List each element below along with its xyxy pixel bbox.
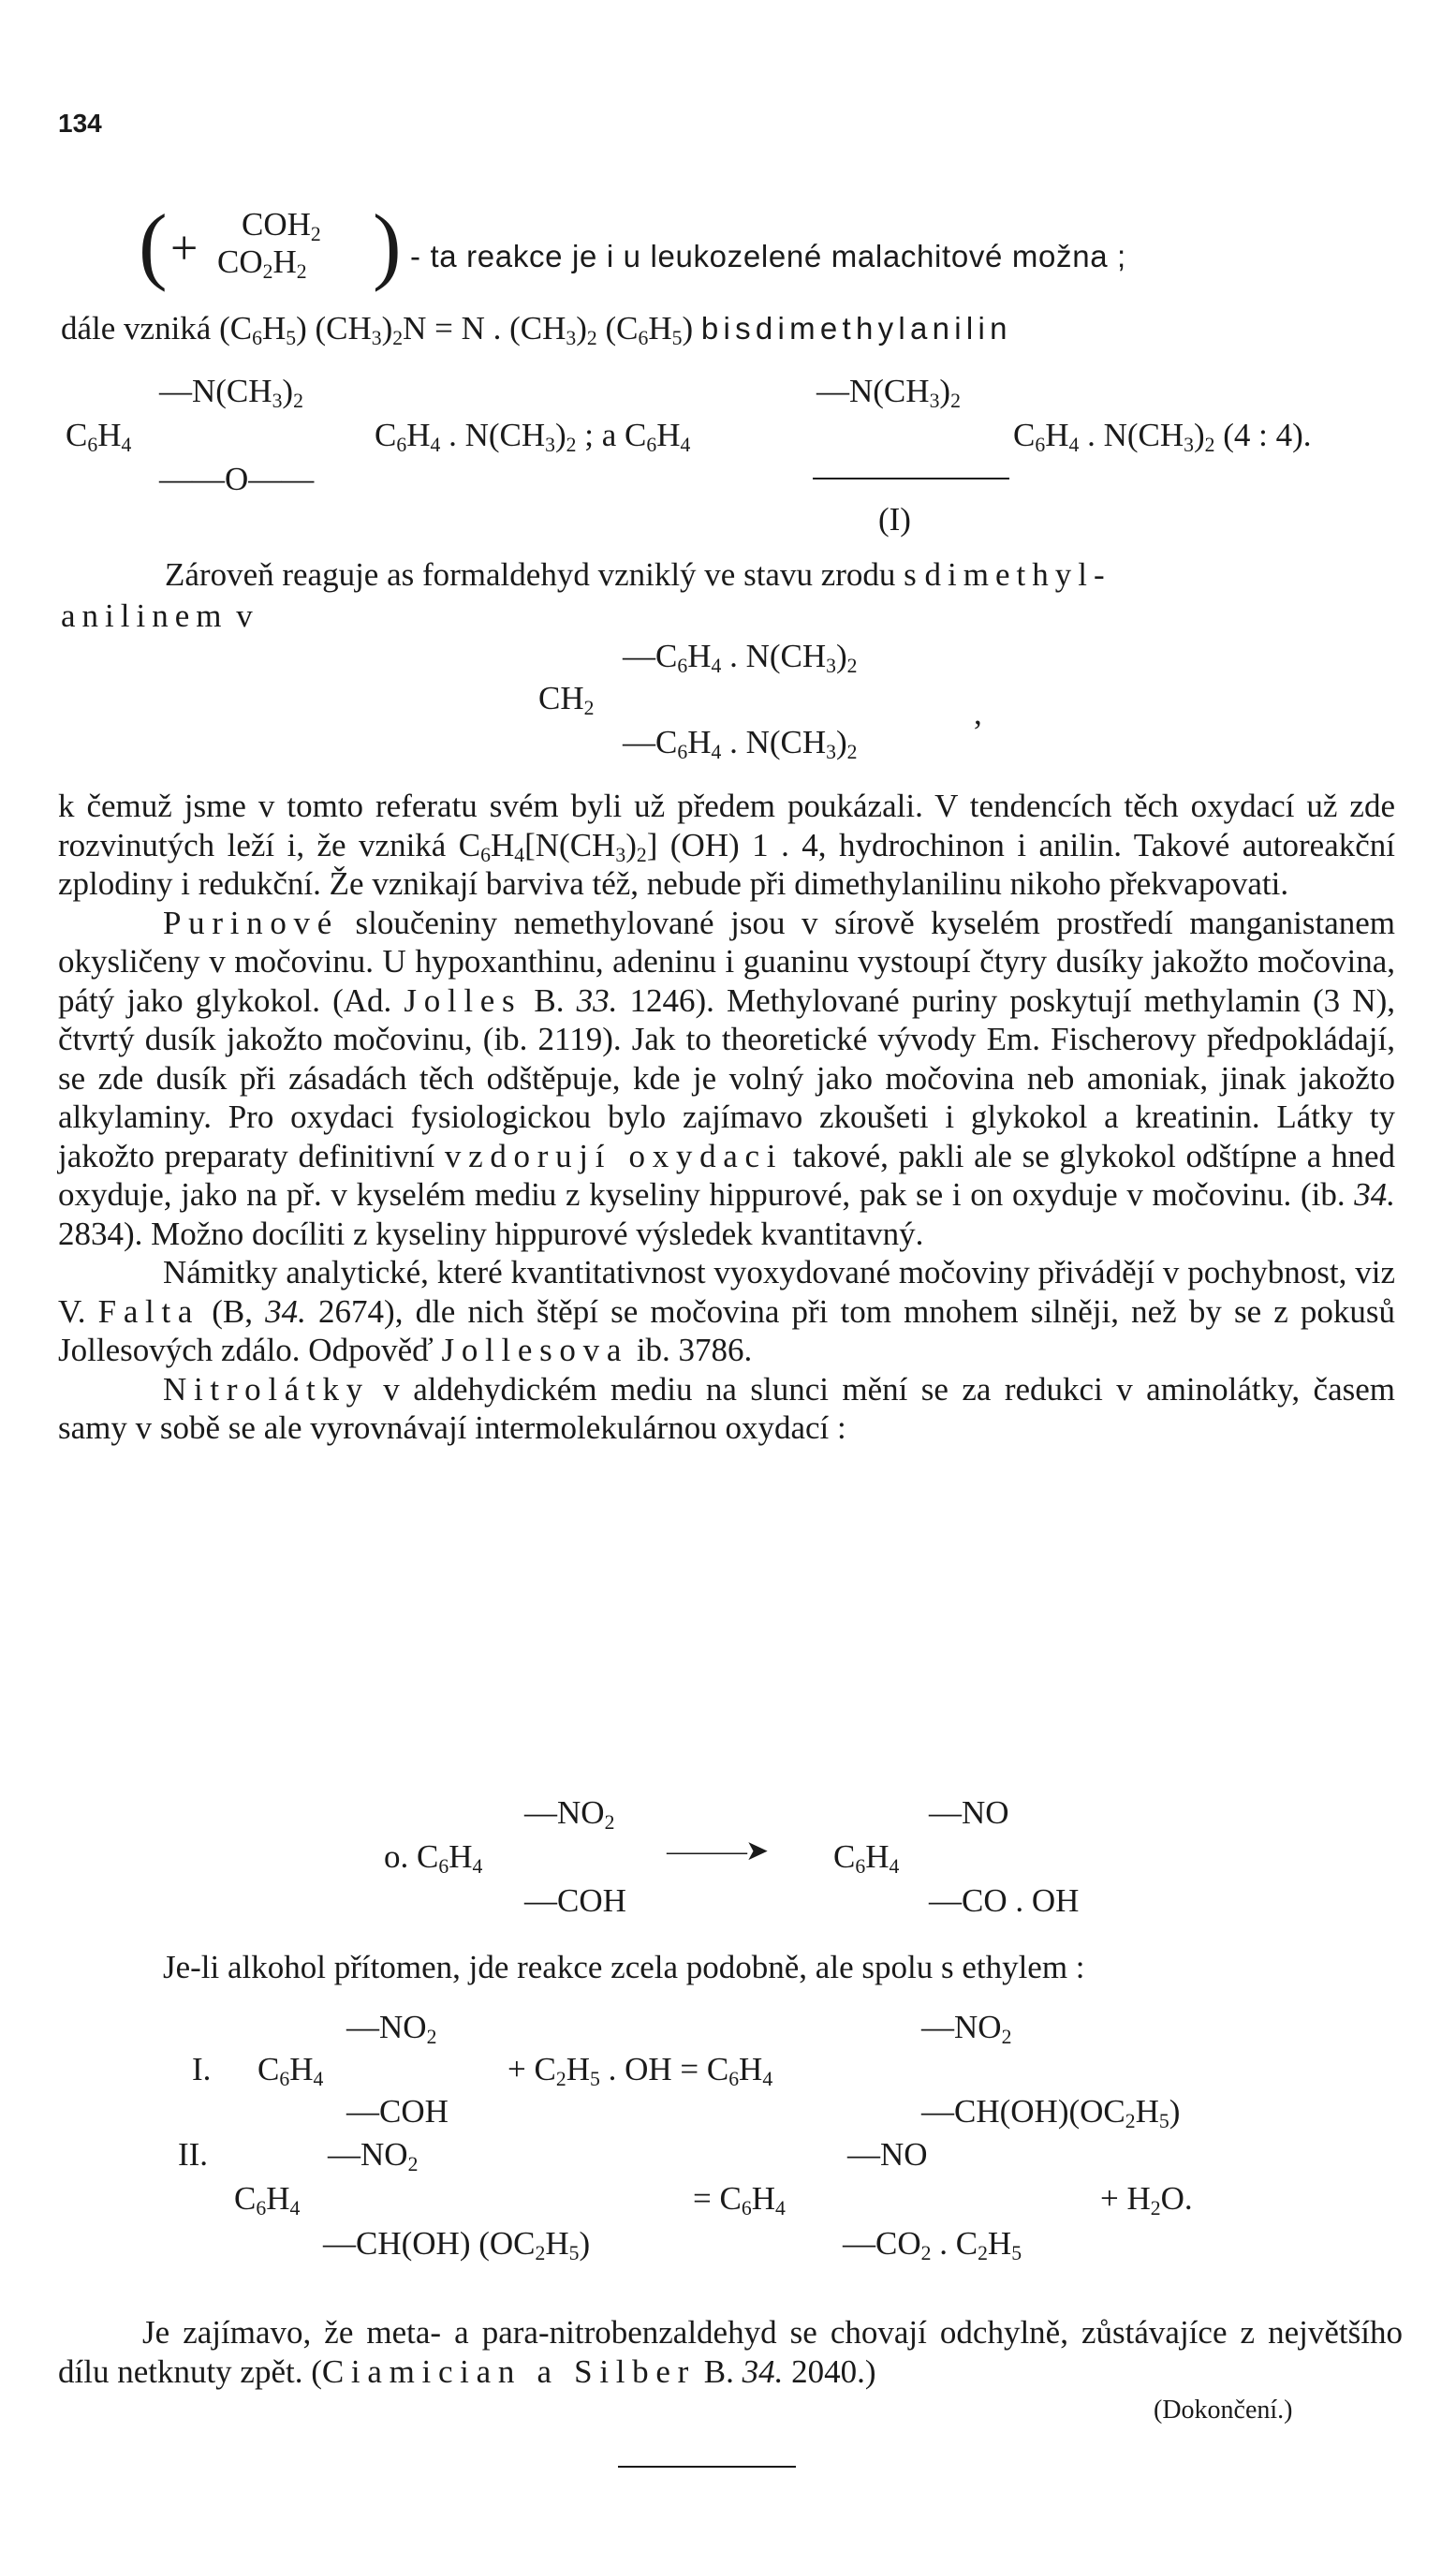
f4-middle: + $C_2H_5$ . OH = $C_6H_4$ [507, 2051, 773, 2091]
paragraph-namitky: Námitky analytické, které kvantitativnost vyoxydované močoviny přivádějí v pochybnost, viz V. Falta (B, 34. 2674), dle nich štěpí se močovina při tom mnohem silněji, než by se z pokusů Jollesových zdálo. Odpověď Jollesova ib. 3786. [58, 1254, 1396, 1368]
f4-ii-equals: = $C_6H_4$ [693, 2180, 786, 2220]
f2-top: $—C_6H_4$ . $N(CH_3)_2$ [623, 638, 858, 678]
f1-c6h4-left: $C_6H_4$ [66, 417, 132, 457]
f1-bottom-left: ——O—— [159, 461, 315, 497]
f3-right-top: —NO [929, 1794, 1009, 1831]
bisdimethylanilin-name: bisdimethylanilin [700, 311, 1012, 346]
arrow-icon: ———➤ [667, 1836, 768, 1866]
f1-top-right: $—N(CH_3)_2$ [816, 373, 961, 413]
f1-middle: $C_6H_4$ . $N(CH_3)_2$ ; a $C_6H_4$ [375, 417, 691, 457]
dokonceni-note: (Dokončení.) [1154, 2396, 1293, 2425]
f4-bottom: —COH [346, 2093, 449, 2130]
f3-bottom: —COH [524, 1882, 626, 1919]
f4-top: $—NO_2$ [346, 2009, 437, 2049]
f4-roman-1: I. [192, 2051, 212, 2087]
zaroven-line1: Zároveň reaguje as formaldehyd vzniklý ve stavu zrodu s dimethyl- [165, 556, 1111, 593]
f1-top-left: $—N(CH_3)_2$ [159, 373, 303, 413]
fraction-denominator: $CO_2H_2$ [217, 243, 307, 284]
final-paragraph-block [58, 2313, 1403, 2391]
f3-right-bottom: —CO . OH [929, 1882, 1080, 1919]
plus-sign: + [170, 222, 199, 275]
page-number: 134 [58, 109, 102, 138]
f1-bond-line [813, 478, 1009, 479]
f3-top: $—NO_2$ [524, 1794, 615, 1835]
f2-bottom: $—C_6H_4$ . $N(CH_3)_2$ [623, 724, 858, 764]
f4-ii-right-bottom: $—CO_2$ . $C_2H_5$ [843, 2225, 1022, 2265]
f3-right: $C_6H_4$ [833, 1838, 900, 1879]
eq-top-text: - ta reakce je i u leukozelené malachitové možna ; [410, 239, 1126, 273]
f4-c6h4: $C_6H_4$ [257, 2051, 324, 2091]
f2-comma: , [974, 695, 982, 731]
f2-ch2: $CH_2$ [538, 680, 595, 720]
f4-ii-right-top: —NO [847, 2136, 928, 2173]
paragraph-purinove: Purinové sloučeniny nemethylované jsou v sírově kyselém prostředí manganistanem okysličeny v močovinu. U hypoxanthinu, adeninu i guaninu vystoupí čtyry dusíky jakožto močovina, pátý jako glykokol. (Ad. Jolles B. 33. 1246). Methylované puriny poskytují methylamin (3 N), čtvrtý dusík jakožto močovinu, (ib. 2119). Jak to theoretické vývody Em. Fischerovy předpokládají, se zde dusík při zásadách těch odštěpuje, kde je volný jako močovina neb amoniak, jinak jakožto alkylaminy. Pro oxydaci fysiologickou bylo zajímavo zkoušeti i glykokol a kreatinin. Látky ty jakožto preparaty definitivní vzdorují oxydaci takové, pakli ale se glykokol odštípne a hned oxyduje, jako na př. v kyselém mediu z kyseliny hippurové, pak se i on oxyduje v močovinu. (ib. 34. 2834). Možno docíliti z kyseliny hippurové výsledek kvantitavný. [58, 904, 1395, 1252]
f4-right-bottom: $—CH(OH)(OC_2H_5)$ [921, 2093, 1181, 2133]
f4-roman-2: II. [178, 2136, 209, 2173]
paragraph-meta-para: Je zajímavo, že meta- a para-nitrobenzaldehyd se chovají odchylně, zůstávajíce z největšího dílu netknuty zpět. (Ciamician a Silber B. 34. 2040.) [58, 2314, 1403, 2390]
body-text [58, 787, 1395, 1448]
zaroven-line2: anilinem v [61, 597, 253, 634]
f1-end: $C_6H_4$ . $N(CH_3)_2$ (4 : 4). [1013, 417, 1312, 457]
left-paren: ( [139, 197, 168, 292]
right-paren: ) [373, 197, 402, 292]
f3-left: o. $C_6H_4$ [384, 1838, 483, 1879]
line-vznika: dále vzniká $(C_6H_5) (CH_3)_2N = N$ . $(CH_3)_2$ $(C_6H_5)$ bisdimethylanilin [61, 310, 1012, 350]
f4-ii-water: + $H_2O$. [1100, 2180, 1193, 2220]
f4-ii-top: $—NO_2$ [328, 2136, 419, 2176]
fraction-numerator: $COH_2$ [242, 206, 321, 246]
paragraph-jeli: Je-li alkohol přítomen, jde reakce zcela podobně, ale spolu s ethylem : [163, 1949, 1085, 1985]
f4-ii-bottom: —CH(OH) $(OC_2H_5)$ [323, 2225, 591, 2265]
f4-right-top: $—NO_2$ [921, 2009, 1012, 2049]
f4-ii-c6h4: $C_6H_4$ [234, 2180, 301, 2220]
end-rule [618, 2466, 796, 2468]
f1-label: (I) [878, 501, 911, 538]
paragraph-nitrolatky: Nitrolátky v aldehydickém mediu na slunci mění se za redukci v aminolátky, časem samy v sobě se ale vyrovnávají intermolekulárnou oxydací : [58, 1370, 1395, 1446]
paragraph-1: k čemuž jsme v tomto referatu svém byli už předem poukázali. V tendencích těch oxydací už zde rozvinutých leží i, že vzniká $C_6H_4[N(CH_3)_2]$ (OH) 1 . 4, hydrochinon i anilin. Takové autoreakční zplodiny i redukční. Že vznikají barviva též, nebude při dimethylanilinu nikoho překvapovati. [58, 788, 1396, 902]
